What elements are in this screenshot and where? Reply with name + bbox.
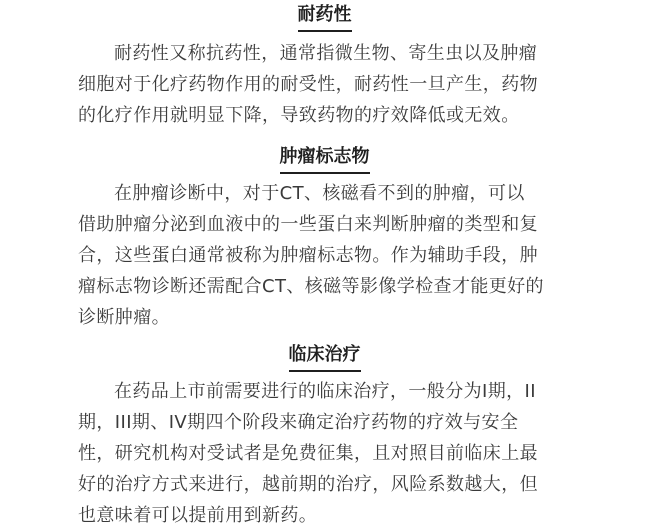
section-title-tumor-markers — [0, 146, 649, 174]
paragraph-line: 瘤标志物诊断还需配合CT、核磁等影像学检查才能更好的 — [78, 276, 544, 297]
paragraph-line: 好的治疗方式来进行，越前期的治疗，风险系数越大，但 — [78, 474, 538, 495]
paragraph-tumor-markers — [78, 178, 581, 333]
paragraph-line: 在肿瘤诊断中，对于CT、核磁看不到的肿瘤，可以 — [114, 183, 525, 204]
section-title-resistance — [0, 4, 649, 32]
section-title-clinical-treatment — [0, 344, 649, 372]
section-heading-text: 耐药性 — [298, 4, 352, 32]
paragraph-clinical-treatment — [78, 376, 581, 531]
paragraph-line: 性，研究机构对受试者是免费征集，且对照目前临床上最 — [78, 443, 538, 464]
paragraph-line: 也意味着可以提前用到新药。 — [78, 505, 318, 526]
section-heading-text: 肿瘤标志物 — [280, 146, 370, 174]
paragraph-line: 耐药性又称抗药性，通常指微生物、寄生虫以及肿瘤 — [114, 43, 538, 64]
paragraph-line: 的化疗作用就明显下降，导致药物的疗效降低或无效。 — [78, 105, 520, 126]
paragraph-line: 细胞对于化疗药物作用的耐受性，耐药性一旦产生，药物 — [78, 74, 538, 95]
paragraph-line: 在药品上市前需要进行的临床治疗，一般分为I期，II — [114, 381, 536, 402]
paragraph-line: 诊断肿瘤。 — [78, 307, 170, 328]
paragraph-resistance — [78, 38, 581, 131]
paragraph-line: 借助肿瘤分泌到血液中的一些蛋白来判断肿瘤的类型和复 — [78, 214, 538, 235]
paragraph-line: 合，这些蛋白通常被称为肿瘤标志物。作为辅助手段，肿 — [78, 245, 538, 266]
paragraph-line: 期，III期、IV期四个阶段来确定治疗药物的疗效与安全 — [78, 412, 519, 433]
section-heading-text: 临床治疗 — [289, 344, 361, 372]
